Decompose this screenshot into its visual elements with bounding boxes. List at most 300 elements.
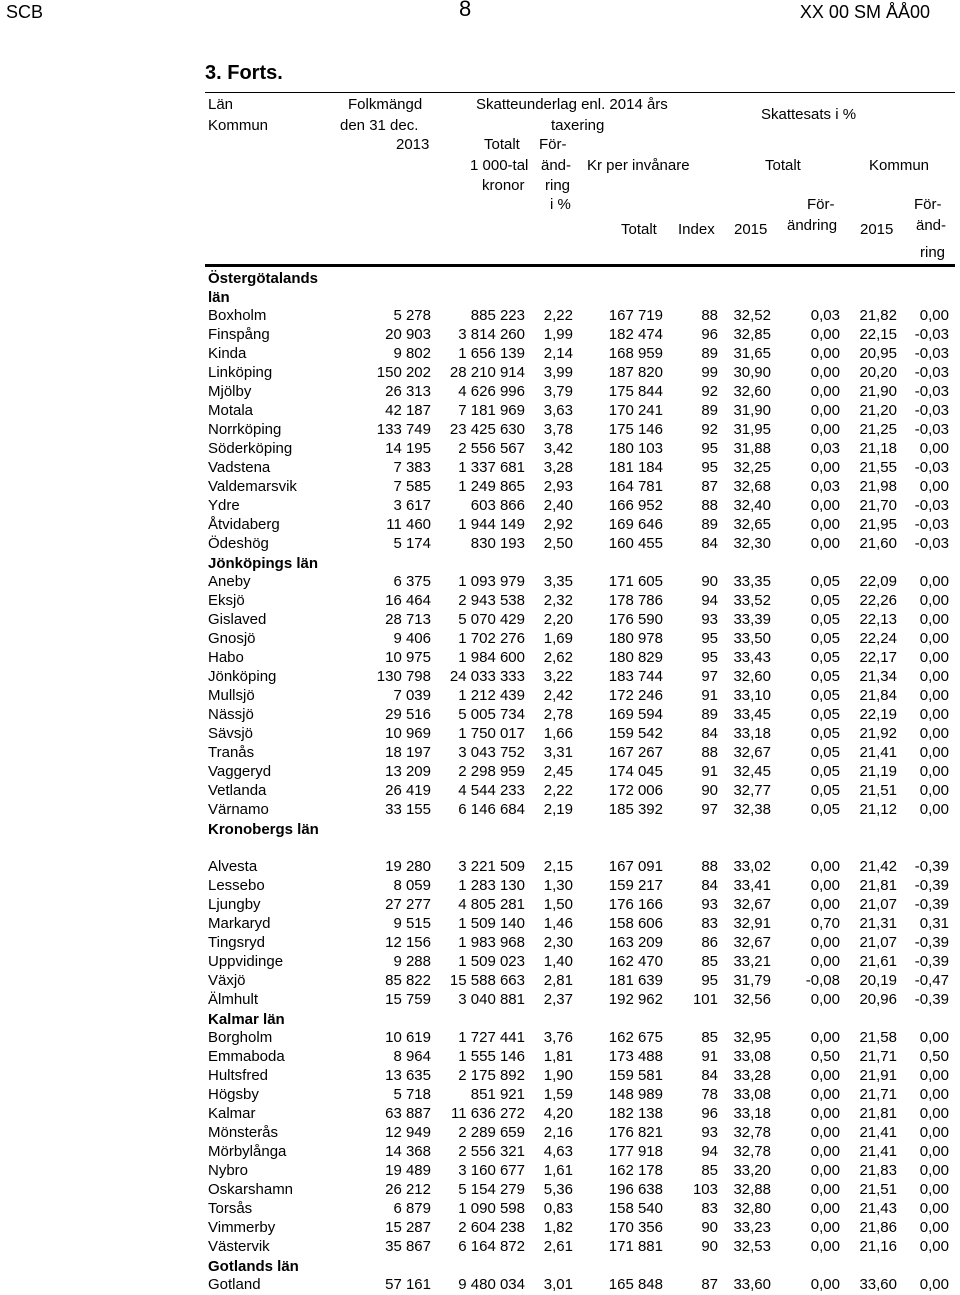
section-name: Kronobergs län <box>208 821 319 838</box>
skattesats-totalt-cell: 32,45 <box>733 763 771 780</box>
skattesats-totalt-cell: 32,91 <box>733 915 771 932</box>
col-year-2015-kommun: 2015 <box>860 221 894 238</box>
skattesats-forandring-cell: 0,00 <box>810 896 840 913</box>
kommun-name: Gnosjö <box>208 630 256 647</box>
col-folkmangd: Folkmängd <box>348 96 423 113</box>
skatteunderlag-totalt-cell: 1 983 968 <box>458 934 525 951</box>
skatteunderlag-forandring-cell: 2,78 <box>543 706 573 723</box>
kr-totalt-cell: 174 045 <box>608 763 663 780</box>
kr-totalt-cell: 166 952 <box>608 497 663 514</box>
skattesats-forandring-cell: 0,05 <box>810 573 840 590</box>
table-row <box>0 877 960 896</box>
skatteunderlag-totalt-cell: 28 210 914 <box>449 364 525 381</box>
kommun-forandring-cell: 0,00 <box>919 630 949 647</box>
kommun-name: Tranås <box>208 744 255 761</box>
skattesats-forandring-cell: 0,00 <box>810 1124 840 1141</box>
folkmangd-cell: 15 759 <box>385 991 431 1008</box>
table-row <box>0 402 960 421</box>
folkmangd-cell: 33 155 <box>385 801 431 818</box>
skattesats-forandring-cell: 0,03 <box>810 478 840 495</box>
skattesats-forandring-cell: 0,05 <box>810 706 840 723</box>
kommun-skattesats-cell: 21,60 <box>859 535 897 552</box>
col-forandring-totalt-2: ändring <box>787 217 838 234</box>
kommun-name: Linköping <box>208 364 273 381</box>
index-cell: 89 <box>701 402 718 419</box>
skatteunderlag-forandring-cell: 3,28 <box>543 459 573 476</box>
kommun-skattesats-cell: 22,15 <box>859 326 897 343</box>
kr-totalt-cell: 172 246 <box>608 687 663 704</box>
skattesats-forandring-cell: 0,00 <box>810 1219 840 1236</box>
kommun-name: Jönköping <box>208 668 277 685</box>
skatteunderlag-totalt-cell: 2 604 238 <box>458 1219 525 1236</box>
skattesats-forandring-cell: 0,03 <box>810 307 840 324</box>
kommun-name: Söderköping <box>208 440 293 457</box>
table-row <box>0 668 960 687</box>
kommun-skattesats-cell: 21,25 <box>859 421 897 438</box>
kommun-name: Mjölby <box>208 383 252 400</box>
index-cell: 88 <box>701 744 718 761</box>
skatteunderlag-totalt-cell: 3 043 752 <box>458 744 525 761</box>
folkmangd-cell: 5 174 <box>393 535 431 552</box>
table-row <box>0 1200 960 1219</box>
skattesats-totalt-cell: 33,18 <box>733 1105 771 1122</box>
kommun-forandring-cell: -0,39 <box>914 991 949 1008</box>
skattesats-totalt-cell: 33,21 <box>733 953 771 970</box>
index-cell: 97 <box>701 668 718 685</box>
skatteunderlag-totalt-cell: 2 943 538 <box>458 592 525 609</box>
skatteunderlag-forandring-cell: 2,61 <box>543 1238 573 1255</box>
kr-totalt-cell: 158 540 <box>608 1200 663 1217</box>
section-row <box>0 1257 960 1276</box>
skatteunderlag-forandring-cell: 1,81 <box>543 1048 573 1065</box>
skattesats-totalt-cell: 33,45 <box>733 706 771 723</box>
skattesats-forandring-cell: 0,00 <box>810 326 840 343</box>
skatteunderlag-forandring-cell: 3,79 <box>543 383 573 400</box>
kommun-name: Eksjö <box>208 592 245 609</box>
index-cell: 86 <box>701 934 718 951</box>
skatteunderlag-forandring-cell: 1,46 <box>543 915 573 932</box>
kr-totalt-cell: 167 091 <box>608 858 663 875</box>
skatteunderlag-totalt-cell: 1 944 149 <box>458 516 525 533</box>
skatteunderlag-totalt-cell: 1 984 600 <box>458 649 525 666</box>
index-cell: 83 <box>701 915 718 932</box>
skattesats-totalt-cell: 30,90 <box>733 364 771 381</box>
kommun-name: Mullsjö <box>208 687 255 704</box>
kommun-name: Uppvidinge <box>208 953 284 970</box>
skattesats-forandring-cell: 0,05 <box>810 725 840 742</box>
table-row <box>0 307 960 326</box>
skattesats-totalt-cell: 31,95 <box>733 421 771 438</box>
col-skattesats-kommun: Kommun <box>869 157 930 174</box>
kommun-forandring-cell: -0,47 <box>914 972 949 989</box>
skatteunderlag-forandring-cell: 2,62 <box>543 649 573 666</box>
kommun-skattesats-cell: 21,41 <box>859 1143 897 1160</box>
kommun-skattesats-cell: 21,70 <box>859 497 897 514</box>
table-row <box>0 1219 960 1238</box>
kommun-name: Torsås <box>208 1200 253 1217</box>
skattesats-forandring-cell: 0,00 <box>810 345 840 362</box>
kommun-name: Nybro <box>208 1162 249 1179</box>
folkmangd-cell: 10 619 <box>385 1029 431 1046</box>
index-cell: 94 <box>701 592 718 609</box>
skatteunderlag-forandring-cell: 3,31 <box>543 744 573 761</box>
table-row <box>0 630 960 649</box>
kommun-name: Sävsjö <box>208 725 254 742</box>
skattesats-totalt-cell: 32,25 <box>733 459 771 476</box>
kommun-forandring-cell: 0,00 <box>919 1124 949 1141</box>
kommun-forandring-cell: 0,00 <box>919 478 949 495</box>
table-row <box>0 459 960 478</box>
kommun-forandring-cell: -0,03 <box>914 459 949 476</box>
index-cell: 90 <box>701 782 718 799</box>
skattesats-forandring-cell: 0,00 <box>810 421 840 438</box>
skatteunderlag-totalt-cell: 4 626 996 <box>458 383 525 400</box>
kommun-forandring-cell: -0,03 <box>914 345 949 362</box>
folkmangd-cell: 63 887 <box>385 1105 431 1122</box>
table-title: 3. Forts. <box>205 62 283 84</box>
col-kr-totalt: Totalt <box>621 221 657 238</box>
table-row <box>0 858 960 877</box>
kr-totalt-cell: 162 178 <box>608 1162 663 1179</box>
skatteunderlag-forandring-cell: 2,93 <box>543 478 573 495</box>
kommun-forandring-cell: 0,00 <box>919 1276 949 1293</box>
index-cell: 84 <box>701 877 718 894</box>
skatteunderlag-forandring-cell: 2,40 <box>543 497 573 514</box>
skatteunderlag-forandring-cell: 1,69 <box>543 630 573 647</box>
kommun-forandring-cell: 0,00 <box>919 687 949 704</box>
folkmangd-cell: 6 879 <box>393 1200 431 1217</box>
kommun-skattesats-cell: 21,71 <box>859 1086 897 1103</box>
skattesats-forandring-cell: 0,00 <box>810 1181 840 1198</box>
kommun-forandring-cell: 0,00 <box>919 1219 949 1236</box>
kommun-skattesats-cell: 21,82 <box>859 307 897 324</box>
kommun-skattesats-cell: 21,58 <box>859 1029 897 1046</box>
folkmangd-cell: 85 822 <box>385 972 431 989</box>
kr-totalt-cell: 192 962 <box>608 991 663 1008</box>
table-row <box>0 687 960 706</box>
table-row <box>0 440 960 459</box>
skatteunderlag-totalt-cell: 1 090 598 <box>458 1200 525 1217</box>
folkmangd-cell: 5 718 <box>393 1086 431 1103</box>
folkmangd-cell: 9 802 <box>393 345 431 362</box>
skattesats-totalt-cell: 33,50 <box>733 630 771 647</box>
folkmangd-cell: 3 617 <box>393 497 431 514</box>
kommun-name: Boxholm <box>208 307 267 324</box>
table-row <box>0 1276 960 1295</box>
kr-totalt-cell: 159 581 <box>608 1067 663 1084</box>
col-kronor: kronor <box>482 177 525 194</box>
page-number: 8 <box>459 0 472 21</box>
kommun-forandring-cell: 0,50 <box>919 1048 949 1065</box>
col-forandring-kommun-3: ring <box>920 244 946 261</box>
skatteunderlag-forandring-cell: 3,63 <box>543 402 573 419</box>
table-row <box>0 364 960 383</box>
table-row <box>0 991 960 1010</box>
table-row <box>0 706 960 725</box>
skattesats-totalt-cell: 33,02 <box>733 858 771 875</box>
kommun-skattesats-cell: 21,16 <box>859 1238 897 1255</box>
kommun-skattesats-cell: 21,18 <box>859 440 897 457</box>
kommun-skattesats-cell: 21,07 <box>859 896 897 913</box>
skattesats-forandring-cell: 0,00 <box>810 1143 840 1160</box>
skattesats-forandring-cell: 0,00 <box>810 383 840 400</box>
skatteunderlag-forandring-cell: 1,30 <box>543 877 573 894</box>
index-cell: 99 <box>701 364 718 381</box>
kommun-name: Kalmar <box>208 1105 256 1122</box>
folkmangd-cell: 27 277 <box>385 896 431 913</box>
skatteunderlag-totalt-cell: 3 160 677 <box>458 1162 525 1179</box>
folkmangd-cell: 8 059 <box>393 877 431 894</box>
kr-totalt-cell: 171 881 <box>608 1238 663 1255</box>
index-cell: 85 <box>701 1162 718 1179</box>
kommun-skattesats-cell: 21,41 <box>859 744 897 761</box>
kr-totalt-cell: 176 821 <box>608 1124 663 1141</box>
folkmangd-cell: 12 156 <box>385 934 431 951</box>
folkmangd-cell: 15 287 <box>385 1219 431 1236</box>
kommun-forandring-cell: -0,03 <box>914 326 949 343</box>
skattesats-forandring-cell: 0,05 <box>810 801 840 818</box>
skattesats-forandring-cell: 0,00 <box>810 991 840 1008</box>
skatteunderlag-totalt-cell: 2 556 321 <box>458 1143 525 1160</box>
skatteunderlag-forandring-cell: 3,01 <box>543 1276 573 1293</box>
kommun-forandring-cell: 0,00 <box>919 668 949 685</box>
folkmangd-cell: 10 969 <box>385 725 431 742</box>
kr-totalt-cell: 175 844 <box>608 383 663 400</box>
skatteunderlag-totalt-cell: 3 221 509 <box>458 858 525 875</box>
skatteunderlag-totalt-cell: 23 425 630 <box>449 421 525 438</box>
table-row <box>0 535 960 554</box>
kommun-name: Hultsfred <box>208 1067 269 1084</box>
folkmangd-cell: 29 516 <box>385 706 431 723</box>
table-row <box>0 744 960 763</box>
skattesats-forandring-cell: 0,03 <box>810 440 840 457</box>
kommun-name: Växjö <box>208 972 246 989</box>
skattesats-forandring-cell: 0,00 <box>810 1200 840 1217</box>
skattesats-totalt-cell: 31,90 <box>733 402 771 419</box>
kr-totalt-cell: 148 989 <box>608 1086 663 1103</box>
skattesats-totalt-cell: 32,60 <box>733 668 771 685</box>
skattesats-forandring-cell: 0,00 <box>810 364 840 381</box>
col-tusental: 1 000-tal <box>470 157 529 174</box>
folkmangd-cell: 150 202 <box>376 364 431 381</box>
index-cell: 88 <box>701 497 718 514</box>
skattesats-totalt-cell: 33,41 <box>733 877 771 894</box>
index-cell: 84 <box>701 725 718 742</box>
kommun-name: Oskarshamn <box>208 1181 294 1198</box>
kommun-name: Vetlanda <box>208 782 267 799</box>
index-cell: 88 <box>701 307 718 324</box>
skattesats-totalt-cell: 32,65 <box>733 516 771 533</box>
skattesats-totalt-cell: 32,77 <box>733 782 771 799</box>
index-cell: 96 <box>701 1105 718 1122</box>
index-cell: 91 <box>701 687 718 704</box>
folkmangd-cell: 13 209 <box>385 763 431 780</box>
index-cell: 92 <box>701 421 718 438</box>
folkmangd-cell: 19 280 <box>385 858 431 875</box>
kr-totalt-cell: 180 978 <box>608 630 663 647</box>
kr-totalt-cell: 173 488 <box>608 1048 663 1065</box>
kr-totalt-cell: 181 184 <box>608 459 663 476</box>
section-row <box>0 554 960 573</box>
kr-totalt-cell: 177 918 <box>608 1143 663 1160</box>
section-row <box>0 1010 960 1029</box>
skatteunderlag-totalt-cell: 7 181 969 <box>458 402 525 419</box>
skattesats-totalt-cell: 32,60 <box>733 383 771 400</box>
skatteunderlag-forandring-cell: 3,35 <box>543 573 573 590</box>
kommun-skattesats-cell: 21,92 <box>859 725 897 742</box>
skatteunderlag-forandring-cell: 2,50 <box>543 535 573 552</box>
kr-totalt-cell: 170 241 <box>608 402 663 419</box>
skatteunderlag-forandring-cell: 1,66 <box>543 725 573 742</box>
kr-totalt-cell: 176 590 <box>608 611 663 628</box>
skattesats-totalt-cell: 32,53 <box>733 1238 771 1255</box>
skattesats-totalt-cell: 31,65 <box>733 345 771 362</box>
skatteunderlag-forandring-cell: 3,42 <box>543 440 573 457</box>
kommun-forandring-cell: 0,00 <box>919 706 949 723</box>
kommun-skattesats-cell: 22,24 <box>859 630 897 647</box>
index-cell: 103 <box>692 1181 718 1198</box>
folkmangd-cell: 7 039 <box>393 687 431 704</box>
kr-totalt-cell: 170 356 <box>608 1219 663 1236</box>
skattesats-forandring-cell: 0,00 <box>810 497 840 514</box>
skatteunderlag-totalt-cell: 603 866 <box>470 497 525 514</box>
index-cell: 95 <box>701 649 718 666</box>
skatteunderlag-forandring-cell: 2,81 <box>543 972 573 989</box>
kommun-name: Emmaboda <box>208 1048 285 1065</box>
skattesats-totalt-cell: 32,78 <box>733 1143 771 1160</box>
skatteunderlag-totalt-cell: 6 146 684 <box>458 801 525 818</box>
skatteunderlag-totalt-cell: 1 656 139 <box>458 345 525 362</box>
skatteunderlag-totalt-cell: 9 480 034 <box>458 1276 525 1293</box>
kommun-skattesats-cell: 20,20 <box>859 364 897 381</box>
skattesats-forandring-cell: 0,50 <box>810 1048 840 1065</box>
kommun-forandring-cell: -0,39 <box>914 934 949 951</box>
skattesats-forandring-cell: 0,00 <box>810 402 840 419</box>
skatteunderlag-totalt-cell: 24 033 333 <box>449 668 525 685</box>
kommun-forandring-cell: 0,00 <box>919 1029 949 1046</box>
kr-totalt-cell: 185 392 <box>608 801 663 818</box>
kommun-skattesats-cell: 21,90 <box>859 383 897 400</box>
folkmangd-cell: 57 161 <box>385 1276 431 1293</box>
folkmangd-cell: 14 368 <box>385 1143 431 1160</box>
table-row <box>0 896 960 915</box>
skattesats-totalt-cell: 32,88 <box>733 1181 771 1198</box>
skattesats-totalt-cell: 32,85 <box>733 326 771 343</box>
skattesats-forandring-cell: 0,00 <box>810 1067 840 1084</box>
skattesats-forandring-cell: 0,00 <box>810 953 840 970</box>
kommun-forandring-cell: 0,00 <box>919 1067 949 1084</box>
kr-totalt-cell: 160 455 <box>608 535 663 552</box>
folkmangd-cell: 7 585 <box>393 478 431 495</box>
kommun-skattesats-cell: 21,81 <box>859 1105 897 1122</box>
kommun-name: Alvesta <box>208 858 258 875</box>
kommun-name: Ljungby <box>208 896 261 913</box>
skatteunderlag-totalt-cell: 5 070 429 <box>458 611 525 628</box>
kommun-forandring-cell: 0,00 <box>919 1200 949 1217</box>
skatteunderlag-totalt-cell: 1 093 979 <box>458 573 525 590</box>
col-skattesats: Skattesats i % <box>761 106 857 123</box>
skattesats-totalt-cell: 32,67 <box>733 934 771 951</box>
index-cell: 89 <box>701 516 718 533</box>
table-row <box>0 1124 960 1143</box>
folkmangd-cell: 9 515 <box>393 915 431 932</box>
col-folkmangd-year: 2013 <box>396 136 430 153</box>
folkmangd-cell: 130 798 <box>376 668 431 685</box>
skattesats-forandring-cell: 0,00 <box>810 1029 840 1046</box>
kommun-name: Högsby <box>208 1086 259 1103</box>
skattesats-totalt-cell: 33,52 <box>733 592 771 609</box>
skattesats-forandring-cell: 0,00 <box>810 877 840 894</box>
index-cell: 83 <box>701 1200 718 1217</box>
section-row <box>0 820 960 858</box>
skattesats-forandring-cell: 0,00 <box>810 858 840 875</box>
kommun-forandring-cell: 0,00 <box>919 1238 949 1255</box>
folkmangd-cell: 11 460 <box>386 516 431 533</box>
skatteunderlag-forandring-cell: 2,30 <box>543 934 573 951</box>
table-row <box>0 801 960 820</box>
skatteunderlag-totalt-cell: 1 283 130 <box>458 877 525 894</box>
index-cell: 91 <box>701 763 718 780</box>
kommun-forandring-cell: 0,00 <box>919 782 949 799</box>
skatteunderlag-totalt-cell: 1 702 276 <box>458 630 525 647</box>
skatteunderlag-forandring-cell: 2,22 <box>543 782 573 799</box>
folkmangd-cell: 18 197 <box>385 744 431 761</box>
kommun-name: Tingsryd <box>208 934 265 951</box>
skatteunderlag-forandring-cell: 3,76 <box>543 1029 573 1046</box>
kommun-name: Älmhult <box>208 991 259 1008</box>
skatteunderlag-forandring-cell: 2,37 <box>543 991 573 1008</box>
kommun-forandring-cell: 0,00 <box>919 1181 949 1198</box>
table-row <box>0 611 960 630</box>
skattesats-totalt-cell: 32,67 <box>733 896 771 913</box>
index-cell: 95 <box>701 630 718 647</box>
kr-totalt-cell: 169 594 <box>608 706 663 723</box>
table-row <box>0 345 960 364</box>
index-cell: 92 <box>701 383 718 400</box>
kr-totalt-cell: 167 267 <box>608 744 663 761</box>
skatteunderlag-forandring-cell: 2,20 <box>543 611 573 628</box>
kommun-skattesats-cell: 21,51 <box>859 1181 897 1198</box>
col-forandring-totalt: För- <box>807 196 835 213</box>
kr-totalt-cell: 168 959 <box>608 345 663 362</box>
skattesats-forandring-cell: 0,00 <box>810 1162 840 1179</box>
skatteunderlag-forandring-cell: 4,20 <box>543 1105 573 1122</box>
skattesats-forandring-cell: 0,00 <box>810 1105 840 1122</box>
kr-totalt-cell: 180 829 <box>608 649 663 666</box>
kommun-skattesats-cell: 22,09 <box>859 573 897 590</box>
kr-totalt-cell: 196 638 <box>608 1181 663 1198</box>
kommun-name: Gotland <box>208 1276 261 1293</box>
skattesats-totalt-cell: 32,95 <box>733 1029 771 1046</box>
kommun-forandring-cell: -0,03 <box>914 383 949 400</box>
skatteunderlag-totalt-cell: 1 509 140 <box>458 915 525 932</box>
skattesats-totalt-cell: 33,20 <box>733 1162 771 1179</box>
column-header <box>0 0 960 270</box>
skattesats-forandring-cell: 0,00 <box>810 1276 840 1293</box>
col-forandring-4: i % <box>550 196 571 213</box>
skattesats-totalt-cell: 32,52 <box>733 307 771 324</box>
skatteunderlag-forandring-cell: 4,63 <box>543 1143 573 1160</box>
skatteunderlag-forandring-cell: 1,90 <box>543 1067 573 1084</box>
kommun-skattesats-cell: 21,95 <box>859 516 897 533</box>
skatteunderlag-forandring-cell: 2,16 <box>543 1124 573 1141</box>
index-cell: 96 <box>701 326 718 343</box>
index-cell: 87 <box>701 478 718 495</box>
skattesats-totalt-cell: 33,60 <box>733 1276 771 1293</box>
kommun-skattesats-cell: 21,84 <box>859 687 897 704</box>
kommun-skattesats-cell: 33,60 <box>859 1276 897 1293</box>
table-row <box>0 1048 960 1067</box>
